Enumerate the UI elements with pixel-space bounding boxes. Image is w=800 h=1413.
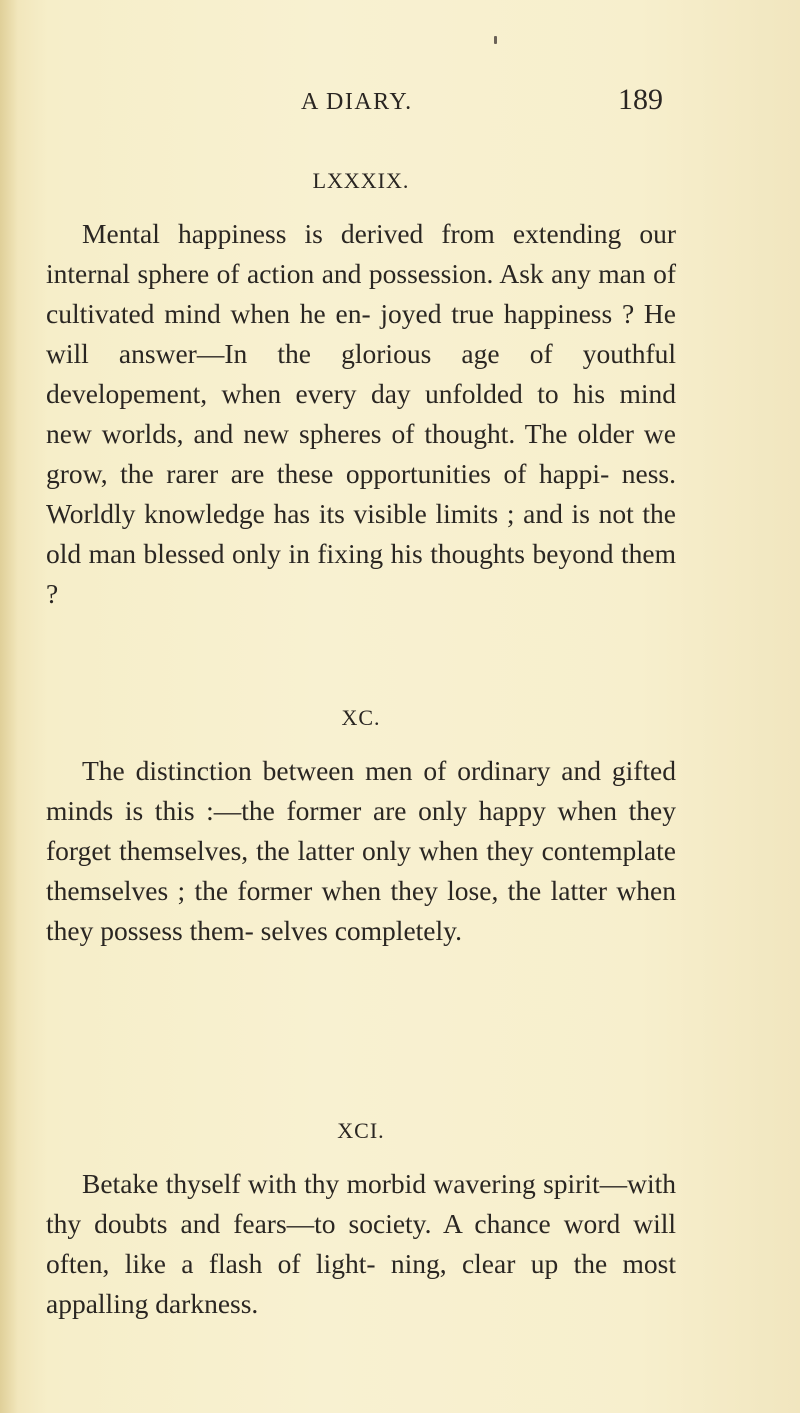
- page-number: 189: [618, 83, 663, 116]
- section-text: The distinction between men of ordinary and gifted minds is this :—the former are only happy when they forget themselves, the latter only when they contemplate themselves ; the former when they lose, the latter when they possess them- selves completely.: [46, 755, 676, 946]
- section-text: Mental happiness is derived from extending our internal sphere of action and possession. Ask any man of cultivated mind when he en- joyed true happiness ? He will answer—In the glorious age of youthful developement, when every day unfolded to his mind new worlds, and new spheres of thought. The older we grow, the rarer are these opportunities of happi- ness. Worldly knowledge has its visible limits ; and is not the old man blessed only in fixing his thoughts beyond them ?: [46, 218, 676, 609]
- section-number: XC.: [341, 705, 381, 730]
- ink-speck: [494, 36, 497, 44]
- page-header: [0, 83, 800, 123]
- aphorism-xc: [46, 705, 676, 951]
- section-number: XCI.: [337, 1118, 385, 1143]
- aphorism-lxxxix: [46, 168, 676, 614]
- page-edge-shadow: [0, 0, 18, 1413]
- running-title: A DIARY.: [301, 89, 413, 115]
- aphorism-xci: [46, 1118, 676, 1324]
- section-number: LXXXIX.: [312, 168, 410, 193]
- section-text: Betake thyself with thy morbid wavering spirit—with thy doubts and fears—to society. A chance word will often, like a flash of light- ning, clear up the most appalling darkness.: [46, 1168, 676, 1319]
